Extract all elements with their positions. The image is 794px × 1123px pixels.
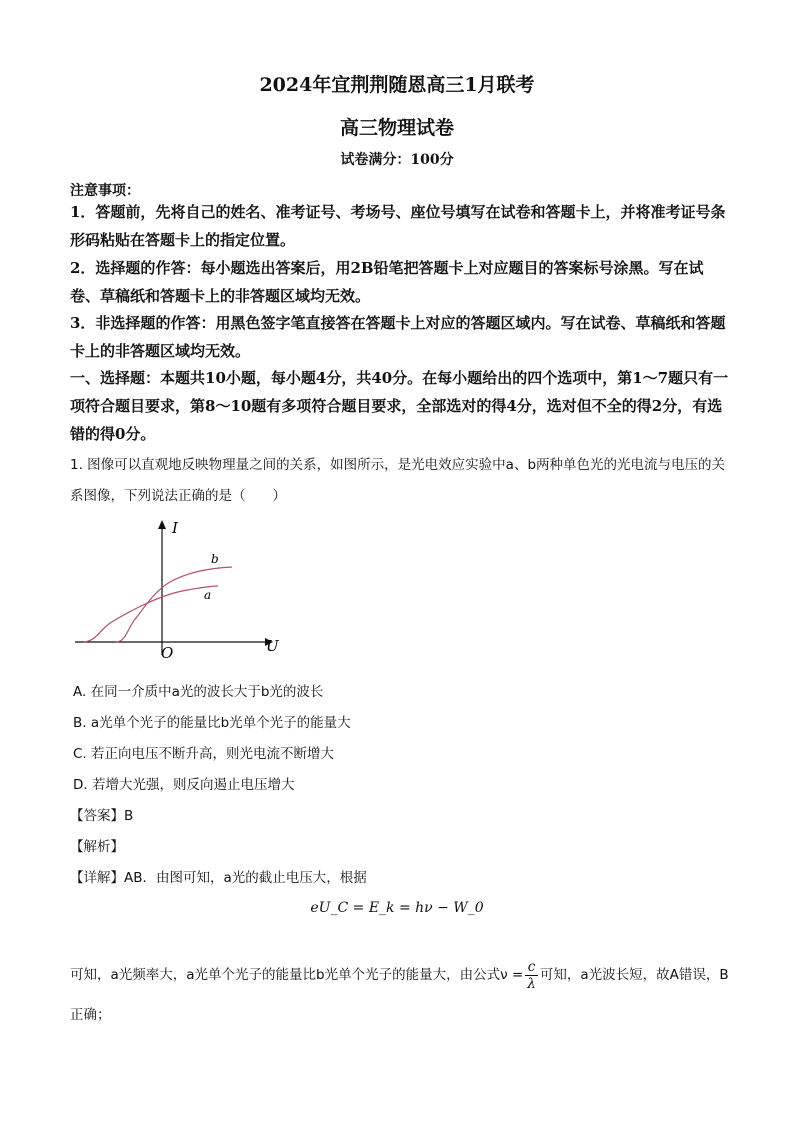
origin-label: O bbox=[161, 644, 174, 660]
notice-heading: 注意事项： bbox=[70, 183, 140, 199]
curve-a bbox=[84, 586, 218, 642]
explanation-after: 可知，a光波长短，故A错误，B正确； bbox=[70, 967, 729, 1023]
x-axis-label: U bbox=[266, 637, 279, 655]
notice-item-2: 2．选择题的作答：每小题选出答案后，用2B铅笔把答题卡上对应题目的答案标号涂黑。写在试卷、草稿纸和答题卡上的非答题区域均无效。 bbox=[70, 259, 704, 305]
detail-line: 【详解】AB．由图可知，a光的截止电压大，根据 bbox=[70, 870, 367, 886]
explanation-before: 可知，a光频率大，a光单个光子的能量比b光单个光子的能量大，由公式ν = bbox=[70, 967, 524, 983]
y-axis-label: I bbox=[172, 519, 178, 537]
exam-title: 2024年宜荆荆随恩高三1月联考 bbox=[259, 74, 535, 96]
exam-subtitle: 高三物理试卷 bbox=[339, 117, 454, 139]
analysis-label: 【解析】 bbox=[70, 839, 124, 855]
fraction-denominator: λ bbox=[527, 975, 536, 992]
curve-b bbox=[116, 567, 232, 642]
question-1-stem: 1. 图像可以直观地反映物理量之间的关系，如图所示，是光电效应实验中a、b两种单色光的光电流与电压的关系图像，下列说法正确的是（ ） bbox=[70, 457, 726, 504]
notice-item-3: 3．非选择题的作答：用黑色签字笔直接答在答题卡上对应的答题区域内。写在试卷、草稿纸和答题卡上的非答题区域均无效。 bbox=[70, 314, 726, 360]
option-b: B. a光单个光子的能量比b光单个光子的能量大 bbox=[73, 715, 351, 731]
section-heading: 一、选择题：本题共10小题，每小题4分，共40分。在每小题给出的四个选项中，第1～7题只有一项符合题目要求，第8～10题有多项符合题目要求，全部选对的得4分，选对但不全的得2分，有选错的得0分。 bbox=[70, 369, 729, 443]
y-axis-arrow bbox=[158, 520, 166, 529]
score-line: 试卷满分：100分 bbox=[340, 152, 454, 168]
photocurrent-graph bbox=[70, 515, 290, 660]
option-c: C. 若正向电压不断升高，则光电流不断增大 bbox=[73, 746, 335, 762]
curve-b-label: b bbox=[211, 552, 219, 566]
explanation-paragraph bbox=[70, 955, 740, 1035]
notice-item-1: 1．答题前，先将自己的姓名、准考证号、考场号、座位号填写在试卷和答题卡上，并将准考证号条形码粘贴在答题卡上的指定位置。 bbox=[70, 203, 726, 249]
curve-a-label: a bbox=[204, 588, 212, 602]
wavelength-fraction bbox=[525, 959, 538, 992]
photoelectric-formula: eU_C = E_k = hν − W_0 bbox=[310, 900, 484, 916]
option-d: D. 若增大光强，则反向遏止电压增大 bbox=[73, 777, 295, 793]
fraction-numerator: c bbox=[525, 959, 538, 976]
option-a: A. 在同一介质中a光的波长大于b光的波长 bbox=[73, 684, 324, 700]
answer-line: 【答案】B bbox=[70, 808, 134, 824]
